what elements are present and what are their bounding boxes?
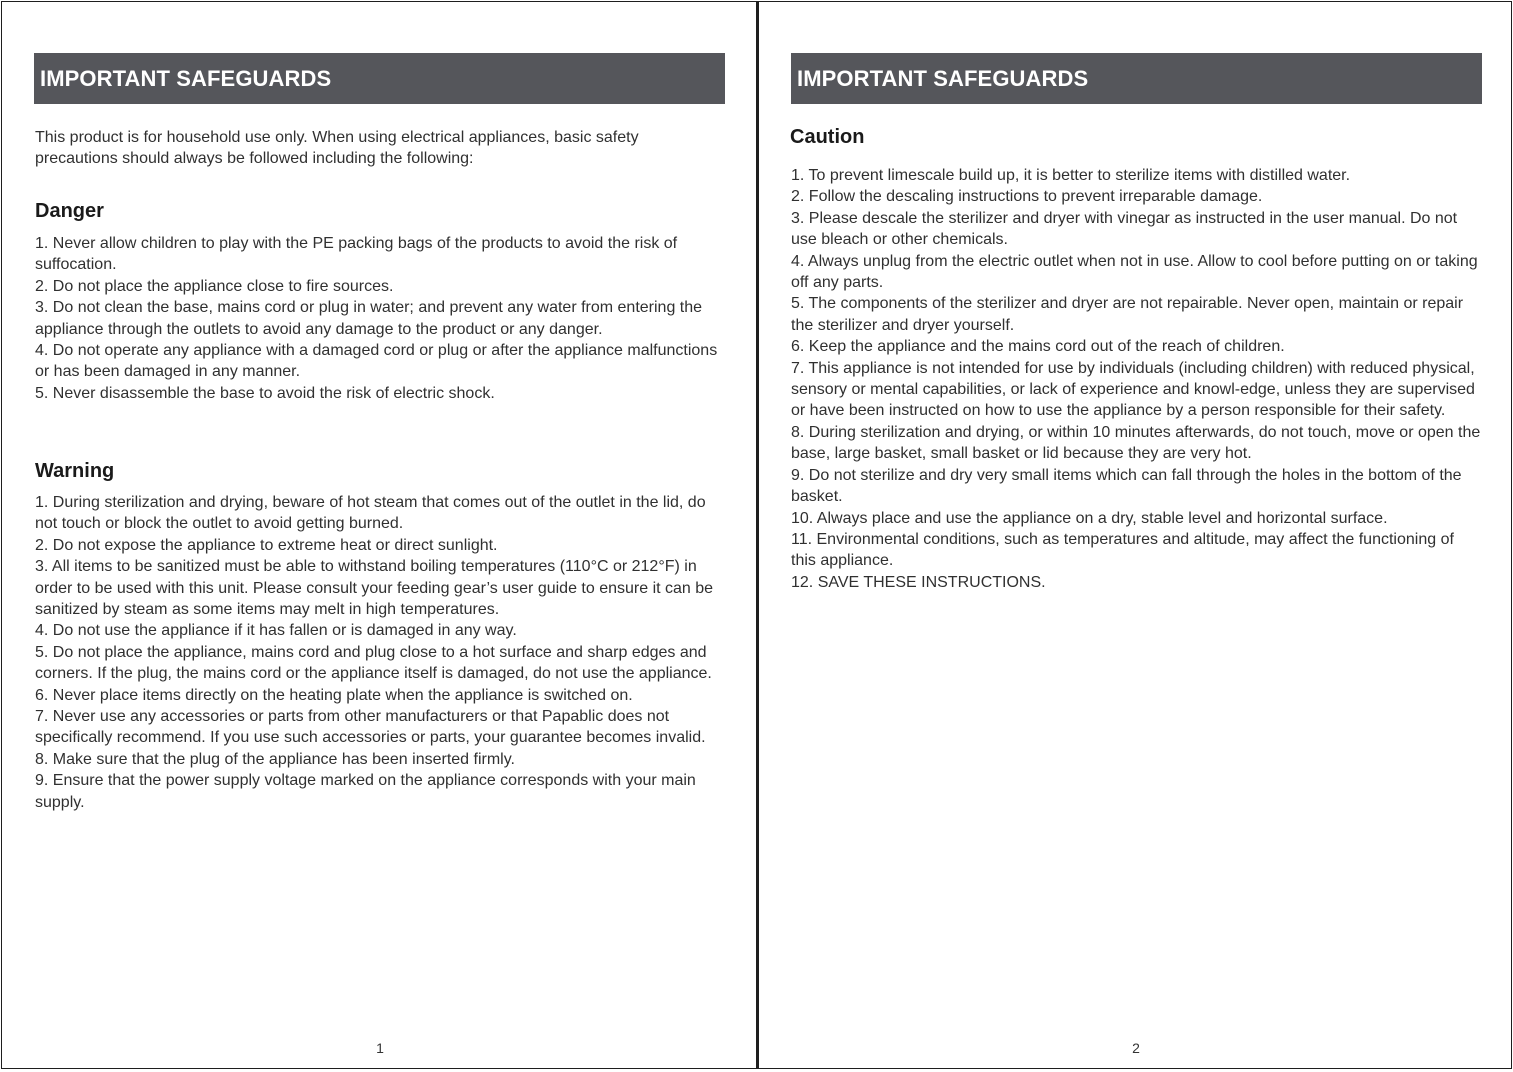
list-item: 3. Do not clean the base, mains cord or plug in water; and prevent any water from entering the appliance through the outlets to avoid any damage to the product or any danger. <box>35 299 703 338</box>
list-item: 8. Make sure that the plug of the appliance has been inserted firmly. <box>35 750 515 768</box>
list-item: 4. Do not operate any appliance with a damaged cord or plug or after the appliance malfunctions or has been damaged in any manner. <box>35 342 718 381</box>
danger-list <box>35 233 725 404</box>
list-item: 2. Do not expose the appliance to extreme heat or direct sunlight. <box>35 536 498 554</box>
list-item: 8. During sterilization and drying, or within 10 minutes afterwards, do not touch, move or open the base, large basket, small basket or lid because they are very hot. <box>791 423 1481 463</box>
page-right <box>757 1 1512 1069</box>
list-item: 12. SAVE THESE INSTRUCTIONS. <box>791 573 1046 591</box>
list-item: 4. Do not use the appliance if it has fallen or is damaged in any way. <box>35 622 517 640</box>
list-item: 9. Do not sterilize and dry very small items which can fall through the holes in the bottom of the basket. <box>791 466 1462 506</box>
list-item: 5. The components of the sterilizer and dryer are not repairable. Never open, maintain or repair the sterilizer and dryer yourself. <box>791 295 1464 334</box>
page-left <box>1 1 757 1069</box>
warning-heading: Warning <box>35 460 115 482</box>
list-item: 2. Follow the descaling instructions to prevent irreparable damage. <box>791 188 1263 206</box>
list-item: 3. All items to be sanitized must be able to withstand boiling temperatures (110°C or 212°F) in order to be used with this unit. Please consult your feeding gear’s user guide to ensure it can be sanitized by steam as some items may melt in high temperatures. <box>35 558 714 619</box>
list-item: 4. Always unplug from the electric outlet when not in use. Allow to cool before putting on or taking off any parts. <box>791 252 1478 292</box>
list-item: 1. To prevent limescale build up, it is better to sterilize items with distilled water. <box>791 167 1351 184</box>
page-number: 1 <box>376 1040 384 1056</box>
caution-heading: Caution <box>790 126 865 148</box>
intro-paragraph: This product is for household use only. When using electrical appliances, basic safety precautions should always be followed including the following: <box>35 129 639 168</box>
danger-heading: Danger <box>35 200 104 222</box>
list-item: 6. Never place items directly on the heating plate when the appliance is switched on. <box>35 686 633 704</box>
list-item: 9. Ensure that the power supply voltage marked on the appliance corresponds with your main supply. <box>35 772 696 811</box>
list-item: 5. Do not place the appliance, mains cord and plug close to a hot surface and sharp edges and corners. If the plug, the mains cord or the appliance itself is damaged, do not use the appliance. <box>35 643 712 683</box>
page-header: IMPORTANT SAFEGUARDS <box>791 53 1482 104</box>
list-item: 5. Never disassemble the base to avoid the risk of electric shock. <box>35 384 495 402</box>
warning-list <box>35 492 725 813</box>
list-item: 11. Environmental conditions, such as temperatures and altitude, may affect the functioning of this appliance. <box>791 530 1454 570</box>
page-header: IMPORTANT SAFEGUARDS <box>34 53 725 104</box>
list-item: 1. During sterilization and drying, beware of hot steam that comes out of the outlet in the lid, do not touch or block the outlet to avoid getting burned. <box>35 494 706 533</box>
list-item: 10. Always place and use the appliance on a dry, stable level and horizontal surface. <box>791 509 1388 527</box>
page-number: 2 <box>1132 1040 1140 1056</box>
list-item: 2. Do not place the appliance close to fire sources. <box>35 277 394 295</box>
list-item: 1. Never allow children to play with the PE packing bags of the products to avoid the risk of suffocation. <box>35 235 678 274</box>
list-item: 7. This appliance is not intended for use by individuals (including children) with reduced physical, sensory or mental capabilities, or lack of experience and knowl-edge, unless they are supervised or have been instructed on how to use the appliance by a person responsible for their safety. <box>791 359 1475 420</box>
list-item: 6. Keep the appliance and the mains cord out of the reach of children. <box>791 338 1285 356</box>
caution-list <box>791 165 1481 593</box>
list-item: 7. Never use any accessories or parts from other manufacturers or that Papablic does not specifically recommend. If you use such accessories or parts, your guarantee becomes invalid. <box>35 708 706 747</box>
list-item: 3. Please descale the sterilizer and dryer with vinegar as instructed in the user manual. Do not use bleach or other chemicals. <box>791 209 1458 249</box>
